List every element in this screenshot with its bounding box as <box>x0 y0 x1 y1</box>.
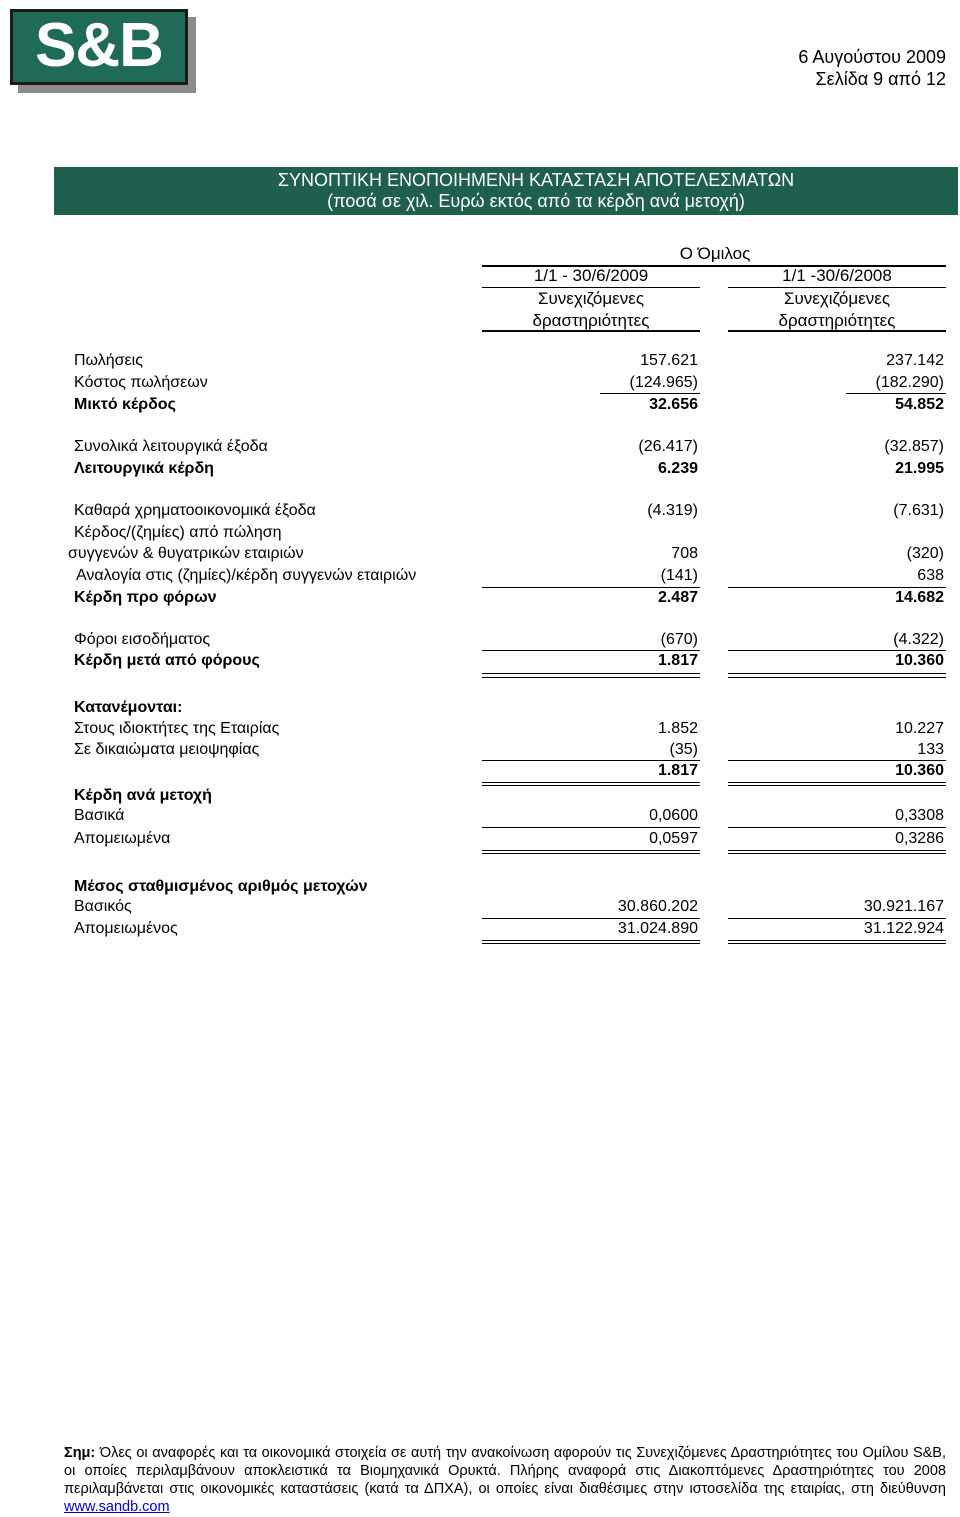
row-label: Αναλογία στις (ζημίες)/κέρδη συγγενών εταιριών <box>76 567 417 584</box>
row-value-2008: 638 <box>917 567 944 584</box>
row-weighted-shares-heading <box>0 876 960 898</box>
row-disposal-gain-heading <box>0 522 960 544</box>
row-label: Απομειωμένος <box>74 920 178 937</box>
row-minority-interests <box>0 739 960 761</box>
row-value-2008: (4.322) <box>893 631 944 648</box>
row-eps-diluted <box>0 828 960 850</box>
col2-period: 1/1 -30/6/2008 <box>782 266 892 285</box>
row-value-2009: (4.319) <box>647 502 698 519</box>
row-label: Κόστος πωλήσεων <box>74 374 208 391</box>
row-label: Συνολικά λειτουργικά έξοδα <box>74 438 268 455</box>
double-rule-top <box>728 782 946 783</box>
row-value-2008: 0,3286 <box>895 830 944 847</box>
double-rule-bottom <box>728 677 946 678</box>
row-eps-heading <box>0 785 960 807</box>
row-value-2008: (32.857) <box>884 438 944 455</box>
row-owners-of-company <box>0 718 960 740</box>
footnote-label: Σημ: <box>64 1445 96 1461</box>
double-rule-top <box>482 782 700 783</box>
row-value-2009: 1.817 <box>657 762 698 779</box>
row-value-2009: 2.487 <box>657 589 698 606</box>
footnote-text: Όλες οι αναφορές και τα οικονομικά στοιχεία σε αυτή την ανακοίνωση αφορούν τις Συνεχιζόμενες Δραστηριότητες του Ομίλου S&B, οι οποίες περιλαμβάνουν αποκλειστικά τα Βιομηχανικά Ορυκτά. Πλήρης αναφορά στις Διακοπτόμενες Δραστηριότητες του 2008 περιλαμβάνεται στις οικονομικές καταστάσεις (κατά τα ΔΠΧΑ), οι οποίες είναι διαθέσιμες στην ιστοσελίδα της εταιρίας, στη διεύθυνση <box>64 1445 946 1497</box>
row-value-2009: 157.621 <box>640 352 698 369</box>
row-profit-before-tax <box>0 587 960 609</box>
double-rule-bottom <box>482 853 700 854</box>
row-label: Καθαρά χρηματοοικονομικά έξοδα <box>74 502 316 519</box>
header-date: 6 Αυγούστου 2009 <box>798 47 946 67</box>
statement-subtitle: (ποσά σε χιλ. Ευρώ εκτός από τα κέρδη ανά μετοχή) <box>327 191 745 211</box>
col1-period: 1/1 - 30/6/2009 <box>533 266 649 285</box>
group-header: Ο Όμιλος <box>679 244 751 263</box>
row-value-2008: 30.921.167 <box>863 898 944 915</box>
row-cost-of-sales <box>0 372 960 394</box>
row-value-2009: 0,0600 <box>649 807 698 824</box>
statement-title-banner <box>54 167 958 215</box>
row-label: Μέσος σταθμισμένος αριθμός μετοχών <box>74 878 368 895</box>
row-value-2009: 1.817 <box>657 652 698 669</box>
row-value-2009: 708 <box>671 545 698 562</box>
row-value-2009: 31.024.890 <box>617 920 698 937</box>
row-share-of-associates <box>0 565 960 587</box>
row-profit-after-tax <box>0 650 960 672</box>
row-attributable-heading <box>0 697 960 719</box>
double-rule-top <box>482 673 700 674</box>
row-disposal-associates <box>0 543 960 565</box>
row-value-2008: 31.122.924 <box>863 920 944 937</box>
statement-title: ΣΥΝΟΠΤΙΚΗ ΕΝΟΠΟΙΗΜΕΝΗ ΚΑΤΑΣΤΑΣΗ ΑΠΟΤΕΛΕΣΜΑΤΩΝ <box>277 170 795 190</box>
logo-text: S&B <box>35 11 163 80</box>
row-operating-expenses <box>0 436 960 458</box>
row-operating-profit <box>0 458 960 480</box>
row-value-2009: (124.965) <box>629 374 698 391</box>
row-label: Στους ιδιοκτήτες της Εταιρίας <box>74 720 280 737</box>
row-label: Κέρδος/(ζημίες) από πώληση <box>74 524 282 541</box>
row-label: Απομειωμένα <box>74 830 171 847</box>
col2-header-rule <box>728 330 946 332</box>
double-rule-top <box>728 673 946 674</box>
double-rule-bottom <box>728 853 946 854</box>
row-label: Σε δικαιώματα μειοψηφίας <box>74 741 260 758</box>
row-value-2008: 21.995 <box>895 460 944 477</box>
row-value-2008: 14.682 <box>895 589 944 606</box>
row-label: Φόροι εισοδήματος <box>74 631 211 648</box>
row-value-2009: 6.239 <box>657 460 698 477</box>
row-gross-profit <box>0 394 960 416</box>
col1-line2: δραστηριότητες <box>532 311 650 330</box>
row-net-finance-costs <box>0 500 960 522</box>
row-label: Κατανέμονται: <box>74 699 183 716</box>
row-shares-diluted <box>0 918 960 940</box>
col1-line1: Συνεχιζόμενες <box>537 289 645 308</box>
header-page-number: Σελίδα 9 από 12 <box>815 69 946 89</box>
row-value-2009: (26.417) <box>638 438 698 455</box>
footnote <box>64 1444 946 1516</box>
double-rule-top <box>728 940 946 941</box>
company-website-link[interactable]: www.sandb.com <box>64 1499 170 1515</box>
col1-header-rule <box>482 330 700 332</box>
row-value-2009: 0,0597 <box>649 830 698 847</box>
row-value-2008: (182.290) <box>875 374 944 391</box>
header-date-block <box>798 46 946 90</box>
double-rule-top <box>482 940 700 941</box>
row-value-2009: 30.860.202 <box>617 898 698 915</box>
row-income-tax <box>0 629 960 651</box>
col2-line1: Συνεχιζόμενες <box>783 289 891 308</box>
row-label: συγγενών & θυγατρικών εταιριών <box>68 545 304 562</box>
row-value-2009: (141) <box>660 567 698 584</box>
row-value-2008: 237.142 <box>886 352 944 369</box>
col2-line2: δραστηριότητες <box>778 311 896 330</box>
row-value-2009: (35) <box>669 741 698 758</box>
row-label: Μικτό κέρδος <box>74 396 176 413</box>
row-value-2008: 0,3308 <box>895 807 944 824</box>
row-value-2008: (320) <box>906 545 944 562</box>
row-value-2008: 10.360 <box>895 652 944 669</box>
double-rule-bottom <box>482 677 700 678</box>
row-label: Πωλήσεις <box>74 352 143 369</box>
row-label: Κέρδη προ φόρων <box>74 589 217 606</box>
double-rule-bottom <box>482 943 700 944</box>
row-label: Λειτουργικά κέρδη <box>74 460 214 477</box>
double-rule-bottom <box>728 943 946 944</box>
row-value-2008: 10.227 <box>895 720 944 737</box>
row-value-2008: (7.631) <box>893 502 944 519</box>
row-label: Βασικά <box>74 807 125 824</box>
company-logo <box>10 9 196 93</box>
row-value-2009: 32.656 <box>649 396 698 413</box>
row-label: Κέρδη ανά μετοχή <box>74 787 212 804</box>
row-value-2009: 1.852 <box>657 720 698 737</box>
row-value-2008: 10.360 <box>895 762 944 779</box>
row-shares-basic <box>0 896 960 918</box>
row-value-2009: (670) <box>660 631 698 648</box>
row-label: Βασικός <box>74 898 132 915</box>
row-value-2008: 133 <box>917 741 944 758</box>
row-attributable-total <box>0 760 960 782</box>
double-rule-top <box>482 850 700 851</box>
row-sales <box>0 350 960 372</box>
row-value-2008: 54.852 <box>895 396 944 413</box>
double-rule-top <box>728 850 946 851</box>
row-eps-basic <box>0 805 960 827</box>
row-label: Κέρδη μετά από φόρους <box>74 652 260 669</box>
